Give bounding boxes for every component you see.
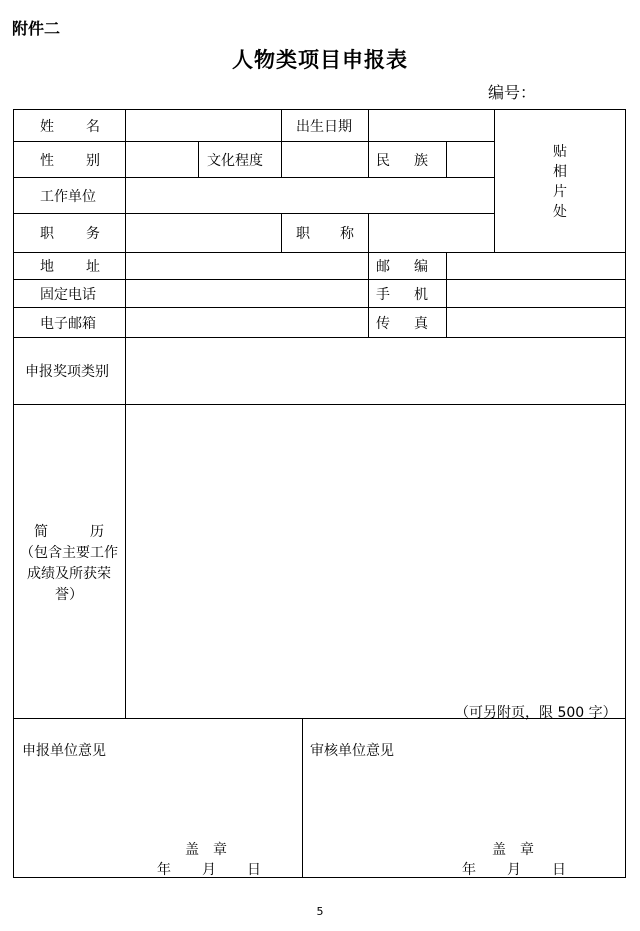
email-label: 电子邮箱 xyxy=(40,315,96,332)
gender-label: 性 别 xyxy=(40,152,100,169)
reviewer-date-label: 年 月 日 xyxy=(462,862,566,878)
position-label: 职 务 xyxy=(40,226,100,242)
name-label: 姓 名 xyxy=(40,118,100,135)
award-category-label: 申报奖项类别 xyxy=(25,364,109,380)
resume-label: 简 历 （包含主要工作成绩及所获荣誉） xyxy=(20,524,118,603)
mobile-label: 手 机 xyxy=(376,286,428,303)
birth-date-label: 出生日期 xyxy=(296,118,352,135)
attachment-label: 附件二 xyxy=(12,19,61,38)
form-title: 人物类项目申报表 xyxy=(232,48,408,72)
work-unit-label: 工作单位 xyxy=(40,188,96,205)
address-label: 地 址 xyxy=(40,259,100,275)
landline-label: 固定电话 xyxy=(40,286,96,303)
title-rank-label: 职 称 xyxy=(296,226,354,242)
applicant-seal-label: 盖 章 xyxy=(185,842,227,858)
ethnicity-label: 民 族 xyxy=(376,152,428,169)
applicant-date-label: 年 月 日 xyxy=(157,862,261,878)
fax-label: 传 真 xyxy=(376,315,428,332)
resume-length-note: （可另附页，限 500 字） xyxy=(455,705,617,721)
photo-placeholder-label: 贴 相 片 处 xyxy=(553,144,567,220)
reviewer-seal-label: 盖 章 xyxy=(492,842,534,858)
reviewer-opinion-label: 审核单位意见 xyxy=(310,743,394,759)
education-label: 文化程度 xyxy=(207,152,263,169)
applicant-opinion-label: 申报单位意见 xyxy=(22,743,106,759)
page-number: 5 xyxy=(316,905,324,918)
postcode-label: 邮 编 xyxy=(376,259,428,275)
serial-number-label: 编号： xyxy=(488,83,537,102)
